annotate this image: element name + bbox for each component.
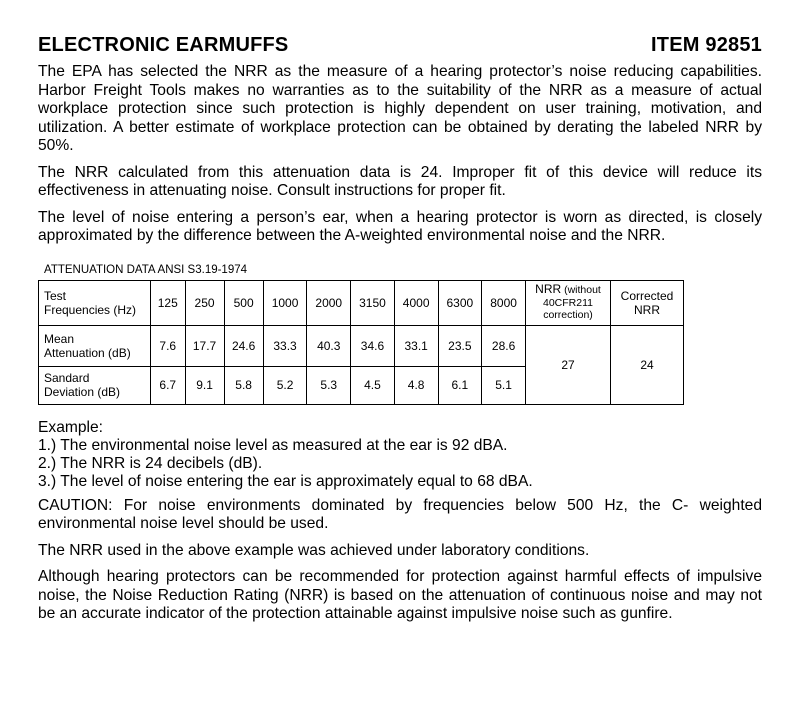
frequency-cell: 1000 <box>263 280 307 325</box>
example-block <box>38 419 762 491</box>
mean-label-line1: Mean <box>44 331 75 346</box>
frequency-cell: 500 <box>224 280 263 325</box>
frequency-label-line1: Test <box>44 288 67 303</box>
sd-cell: 4.5 <box>351 366 395 404</box>
nrr-header <box>526 280 611 325</box>
frequency-cell: 125 <box>151 280 186 325</box>
frequency-cell: 3150 <box>351 280 395 325</box>
frequency-cell: 250 <box>185 280 224 325</box>
frequency-cell: 6300 <box>438 280 482 325</box>
epa-paragraph: The EPA has selected the NRR as the measure of a hearing protector’s noise reducing capabilities. Harbor Freight Tools makes no warranties as to the suitability of the NRR as a measure of actual workplace protection since such protection is highly dependent on user training, motivation, and utilization. A better estimate of workplace protection can be obtained by derating the labeled NRR by 50%. <box>38 63 762 154</box>
example-line-3: 3.) The level of noise entering the ear is approximately equal to 68 dBA. <box>38 472 533 490</box>
mean-cell: 24.6 <box>224 325 263 366</box>
lab-conditions-note: The NRR used in the above example was achieved under laboratory conditions. <box>38 541 590 559</box>
example-line-1: 1.) The environmental noise level as measured at the ear is 92 dBA. <box>38 436 508 454</box>
frequency-cell: 8000 <box>482 280 526 325</box>
attenuation-table <box>38 280 684 405</box>
frequency-label-line2: Frequencies (Hz) <box>44 302 137 317</box>
item-number: ITEM 92851 <box>651 34 762 56</box>
sd-cell: 5.1 <box>482 366 526 404</box>
sd-cell: 6.7 <box>151 366 186 404</box>
mean-cell: 33.3 <box>263 325 307 366</box>
mean-cell: 33.1 <box>394 325 438 366</box>
corrected-nrr-value: 24 <box>611 325 684 404</box>
nrr-header-sub3: correction) <box>543 309 593 322</box>
corrected-header-line2: NRR <box>634 302 660 317</box>
example-heading: Example: <box>38 418 104 436</box>
noise-level-paragraph: The level of noise entering a person’s ear, when a hearing protector is worn as directed, is closely approximated by the difference between the A-weighted environmental noise and the NRR. <box>38 208 762 244</box>
impulsive-noise-paragraph: Although hearing protectors can be recommended for protection against harmful effects of impulsive noise, the Noise Reduction Rating (NRR) is based on the attenuation of continuous noise and may not be an accurate indicator of the protection attainable against impulsive noise such as gunfire. <box>38 568 762 622</box>
document-page <box>38 34 762 632</box>
sd-cell: 9.1 <box>185 366 224 404</box>
table-caption: ATTENUATION DATA ANSI S3.19-1974 <box>44 263 248 276</box>
product-title: ELECTRONIC EARMUFFS <box>38 34 289 56</box>
sd-cell: 5.8 <box>224 366 263 404</box>
sd-label-line1: Sandard <box>44 371 90 385</box>
sd-label-line2: Deviation (dB) <box>44 385 121 399</box>
corrected-header-line1: Corrected <box>620 288 674 303</box>
mean-cell: 28.6 <box>482 325 526 366</box>
mean-cell: 7.6 <box>151 325 186 366</box>
mean-cell: 34.6 <box>351 325 395 366</box>
document-header <box>38 34 762 57</box>
nrr-header-main: NRR <box>535 282 562 297</box>
mean-label-line2: Attenuation (dB) <box>44 345 131 360</box>
mean-row-label <box>39 325 151 366</box>
frequency-row-label <box>39 280 151 325</box>
mean-cell: 17.7 <box>185 325 224 366</box>
frequency-cell: 4000 <box>394 280 438 325</box>
mean-attenuation-row <box>39 325 684 366</box>
sd-cell: 6.1 <box>438 366 482 404</box>
mean-cell: 23.5 <box>438 325 482 366</box>
sd-row-label <box>39 366 151 404</box>
nrr-value: 27 <box>526 325 611 404</box>
mean-cell: 40.3 <box>307 325 351 366</box>
sd-cell: 5.3 <box>307 366 351 404</box>
frequency-cell: 2000 <box>307 280 351 325</box>
sd-cell: 5.2 <box>263 366 307 404</box>
caution-paragraph: CAUTION: For noise environments dominated by frequencies below 500 Hz, the C- weighted environmental noise level should be used. <box>38 496 762 532</box>
frequency-row <box>39 280 684 325</box>
corrected-nrr-header <box>611 280 684 325</box>
nrr-header-sub2: 40CFR211 <box>543 296 593 309</box>
nrr-calculation-paragraph: The NRR calculated from this attenuation data is 24. Improper fit of this device will reduce its effectiveness in attenuating noise. Consult instructions for proper fit. <box>38 163 762 199</box>
nrr-header-sub1: (without <box>564 284 601 297</box>
example-line-2: 2.) The NRR is 24 decibels (dB). <box>38 454 263 472</box>
sd-cell: 4.8 <box>394 366 438 404</box>
